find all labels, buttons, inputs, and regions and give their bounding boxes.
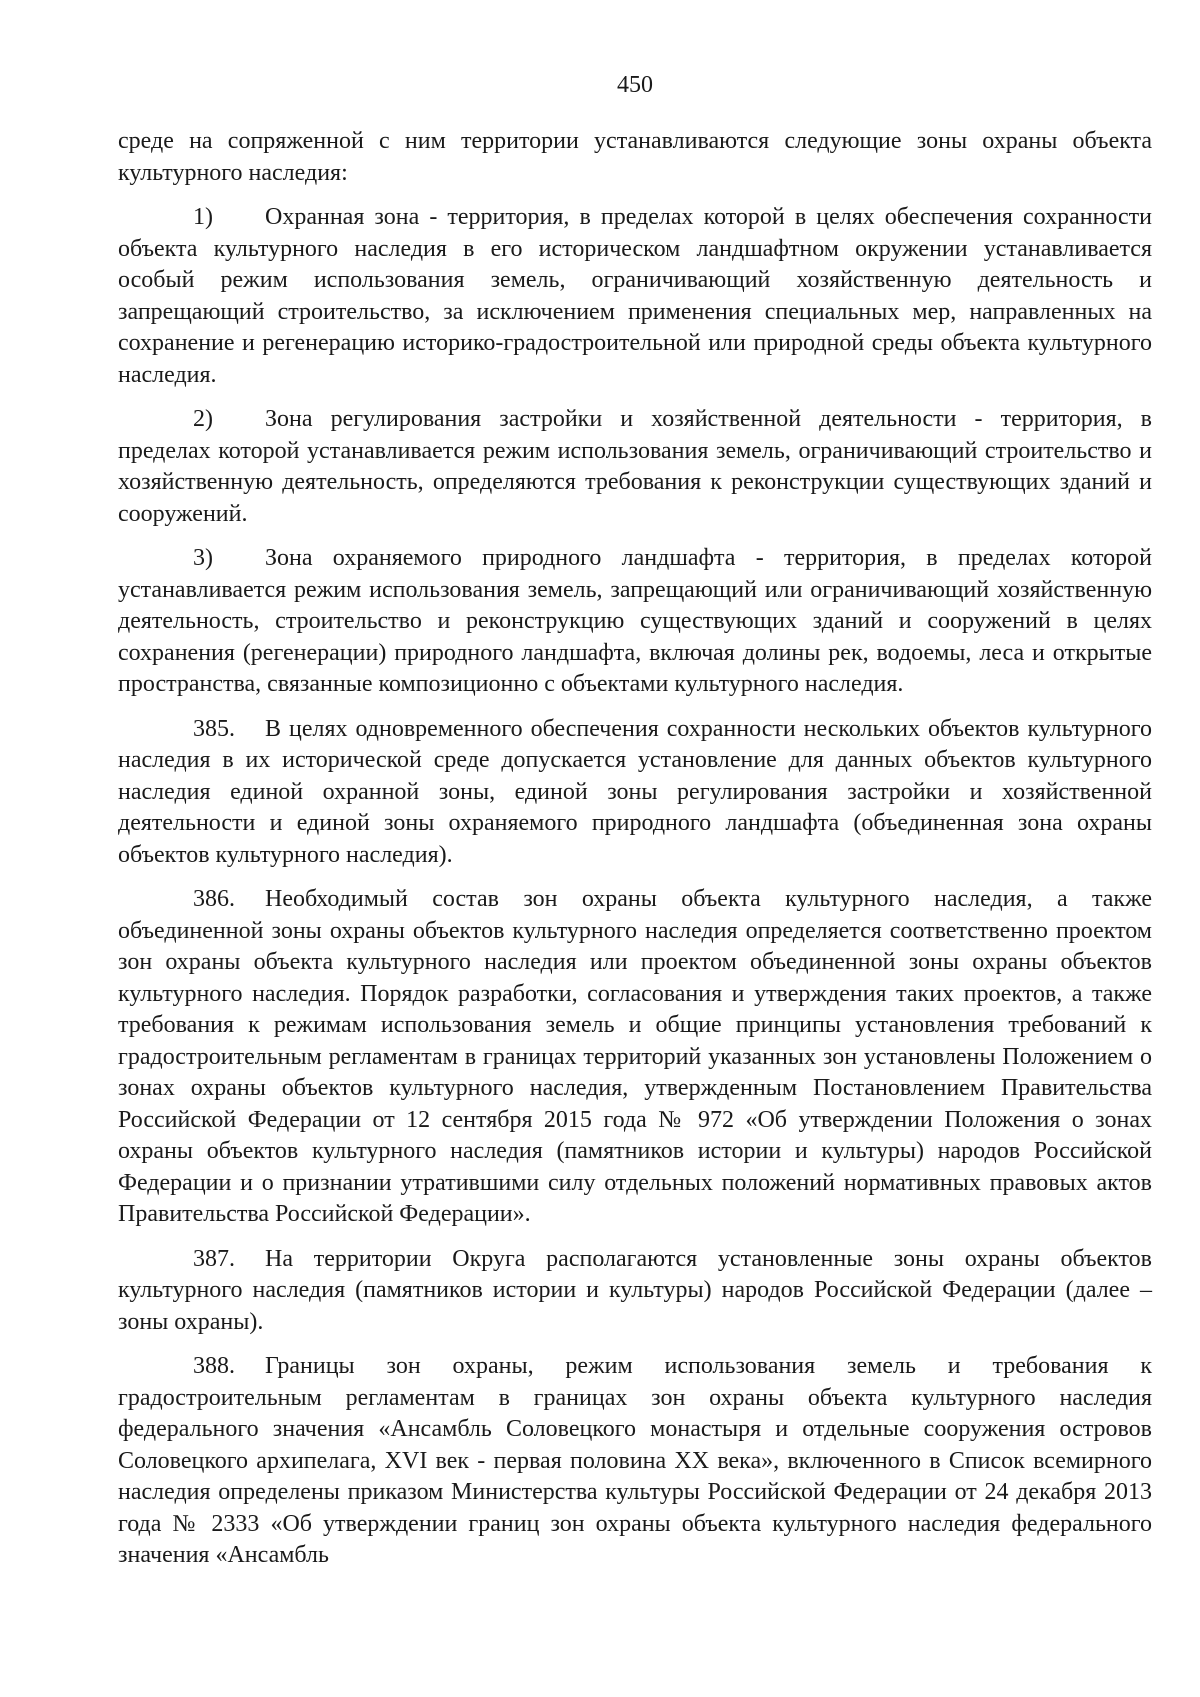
paragraph-number: 388. <box>193 1353 235 1379</box>
paragraph-number: 387. <box>193 1245 235 1272</box>
paragraph-text: Границы зон охраны, режим использования земель и требования к градостроительным регламентам в границах зон охраны объекта культурного наследия федерального значения «Ансамбль Соловецкого монастыря и отдельные сооружения островов Соловецкого архипелага, XVI век - первая половина XX века», включенного в Список всемирного наследия определены приказом Министерства культуры Российской Федерации от 24 декабря 2013 года № 2333 «Об утверждении границ зон охраны объекта культурного наследия федерального значения «Ансамбль <box>118 1353 1152 1568</box>
paragraph-text: среде на сопряженной с ним территории устанавливаются следующие зоны охраны объекта культурного наследия: <box>118 128 1152 186</box>
paragraph-388 <box>118 1351 1152 1572</box>
document-page <box>118 0 1152 1697</box>
paragraph-386 <box>118 884 1152 1231</box>
paragraph-item-3 <box>118 543 1152 701</box>
paragraph-text: Необходимый состав зон охраны объекта культурного наследия, а также объединенной зоны охраны объектов культурного наследия определяется соответственно проектом зон охраны объекта культурного наследия или проектом объединенной зоны охраны объектов культурного наследия. Порядок разработки, согласования и утверждения таких проектов, а также требования к режимам использования земель и общие принципы установления требований к градостроительным регламентам в границах территорий указанных зон установлены Положением о зонах охраны объектов культурного наследия, утвержденным Постановлением Правительства Российской Федерации от 12 сентября 2015 года № 972 «Об утверждении Положения о зонах охраны объектов культурного наследия (памятников истории и культуры) народов Российской Федерации и о признании утратившими силу отдельных положений нормативных правовых актов Правительства Российской Федерации». <box>118 886 1152 1227</box>
paragraph-number: 3) <box>193 545 213 571</box>
paragraph-number: 2) <box>193 406 213 432</box>
document-body <box>118 126 1152 1585</box>
paragraph-387 <box>118 1244 1152 1339</box>
paragraph-text: Зона регулирования застройки и хозяйственной деятельности - территория, в пределах которой устанавливается режим использования земель, ограничивающий строительство и хозяйственную деятельность, определяются требования к реконструкции существующих зданий и сооружений. <box>118 406 1152 527</box>
paragraph-text: Зона охраняемого природного ландшафта - территория, в пределах которой устанавливается режим использования земель, запрещающий или ограничивающий хозяйственную деятельность, строительство и реконструкцию существующих зданий и сооружений в целях сохранения (регенерации) природного ландшафта, включая долины рек, водоемы, леса и открытые пространства, связанные композиционно с объектами культурного наследия. <box>118 545 1152 697</box>
paragraph-number: 386. <box>193 886 235 912</box>
paragraph-item-2 <box>118 404 1152 530</box>
paragraph-continuation <box>118 126 1152 189</box>
page-number: 450 <box>617 72 653 98</box>
paragraph-item-1 <box>118 202 1152 391</box>
paragraph-number: 1) <box>193 204 213 230</box>
paragraph-number: 385. <box>193 715 235 742</box>
paragraph-text: Охранная зона - территория, в пределах которой в целях обеспечения сохранности объекта культурного наследия в его историческом ландшафтном окружении устанавливается особый режим использования земель, ограничивающий хозяйственную деятельность и запрещающий строительство, за исключением применения специальных мер, направленных на сохранение и регенерацию историко-градостроительной или природной среды объекта культурного наследия. <box>118 204 1152 388</box>
paragraph-text: В целях одновременного обеспечения сохранности нескольких объектов культурного наследия в их исторической среде допускается установление для данных объектов культурного наследия единой охранной зоны, единой зоны регулирования застройки и хозяйственной деятельности и единой зоны охраняемого природного ландшафта (объединенная зона охраны объектов культурного наследия). <box>118 715 1152 868</box>
paragraph-385 <box>118 714 1152 872</box>
paragraph-text: На территории Округа располагаются установленные зоны охраны объектов культурного наследия (памятников истории и культуры) народов Российской Федерации (далее – зоны охраны). <box>118 1245 1152 1335</box>
